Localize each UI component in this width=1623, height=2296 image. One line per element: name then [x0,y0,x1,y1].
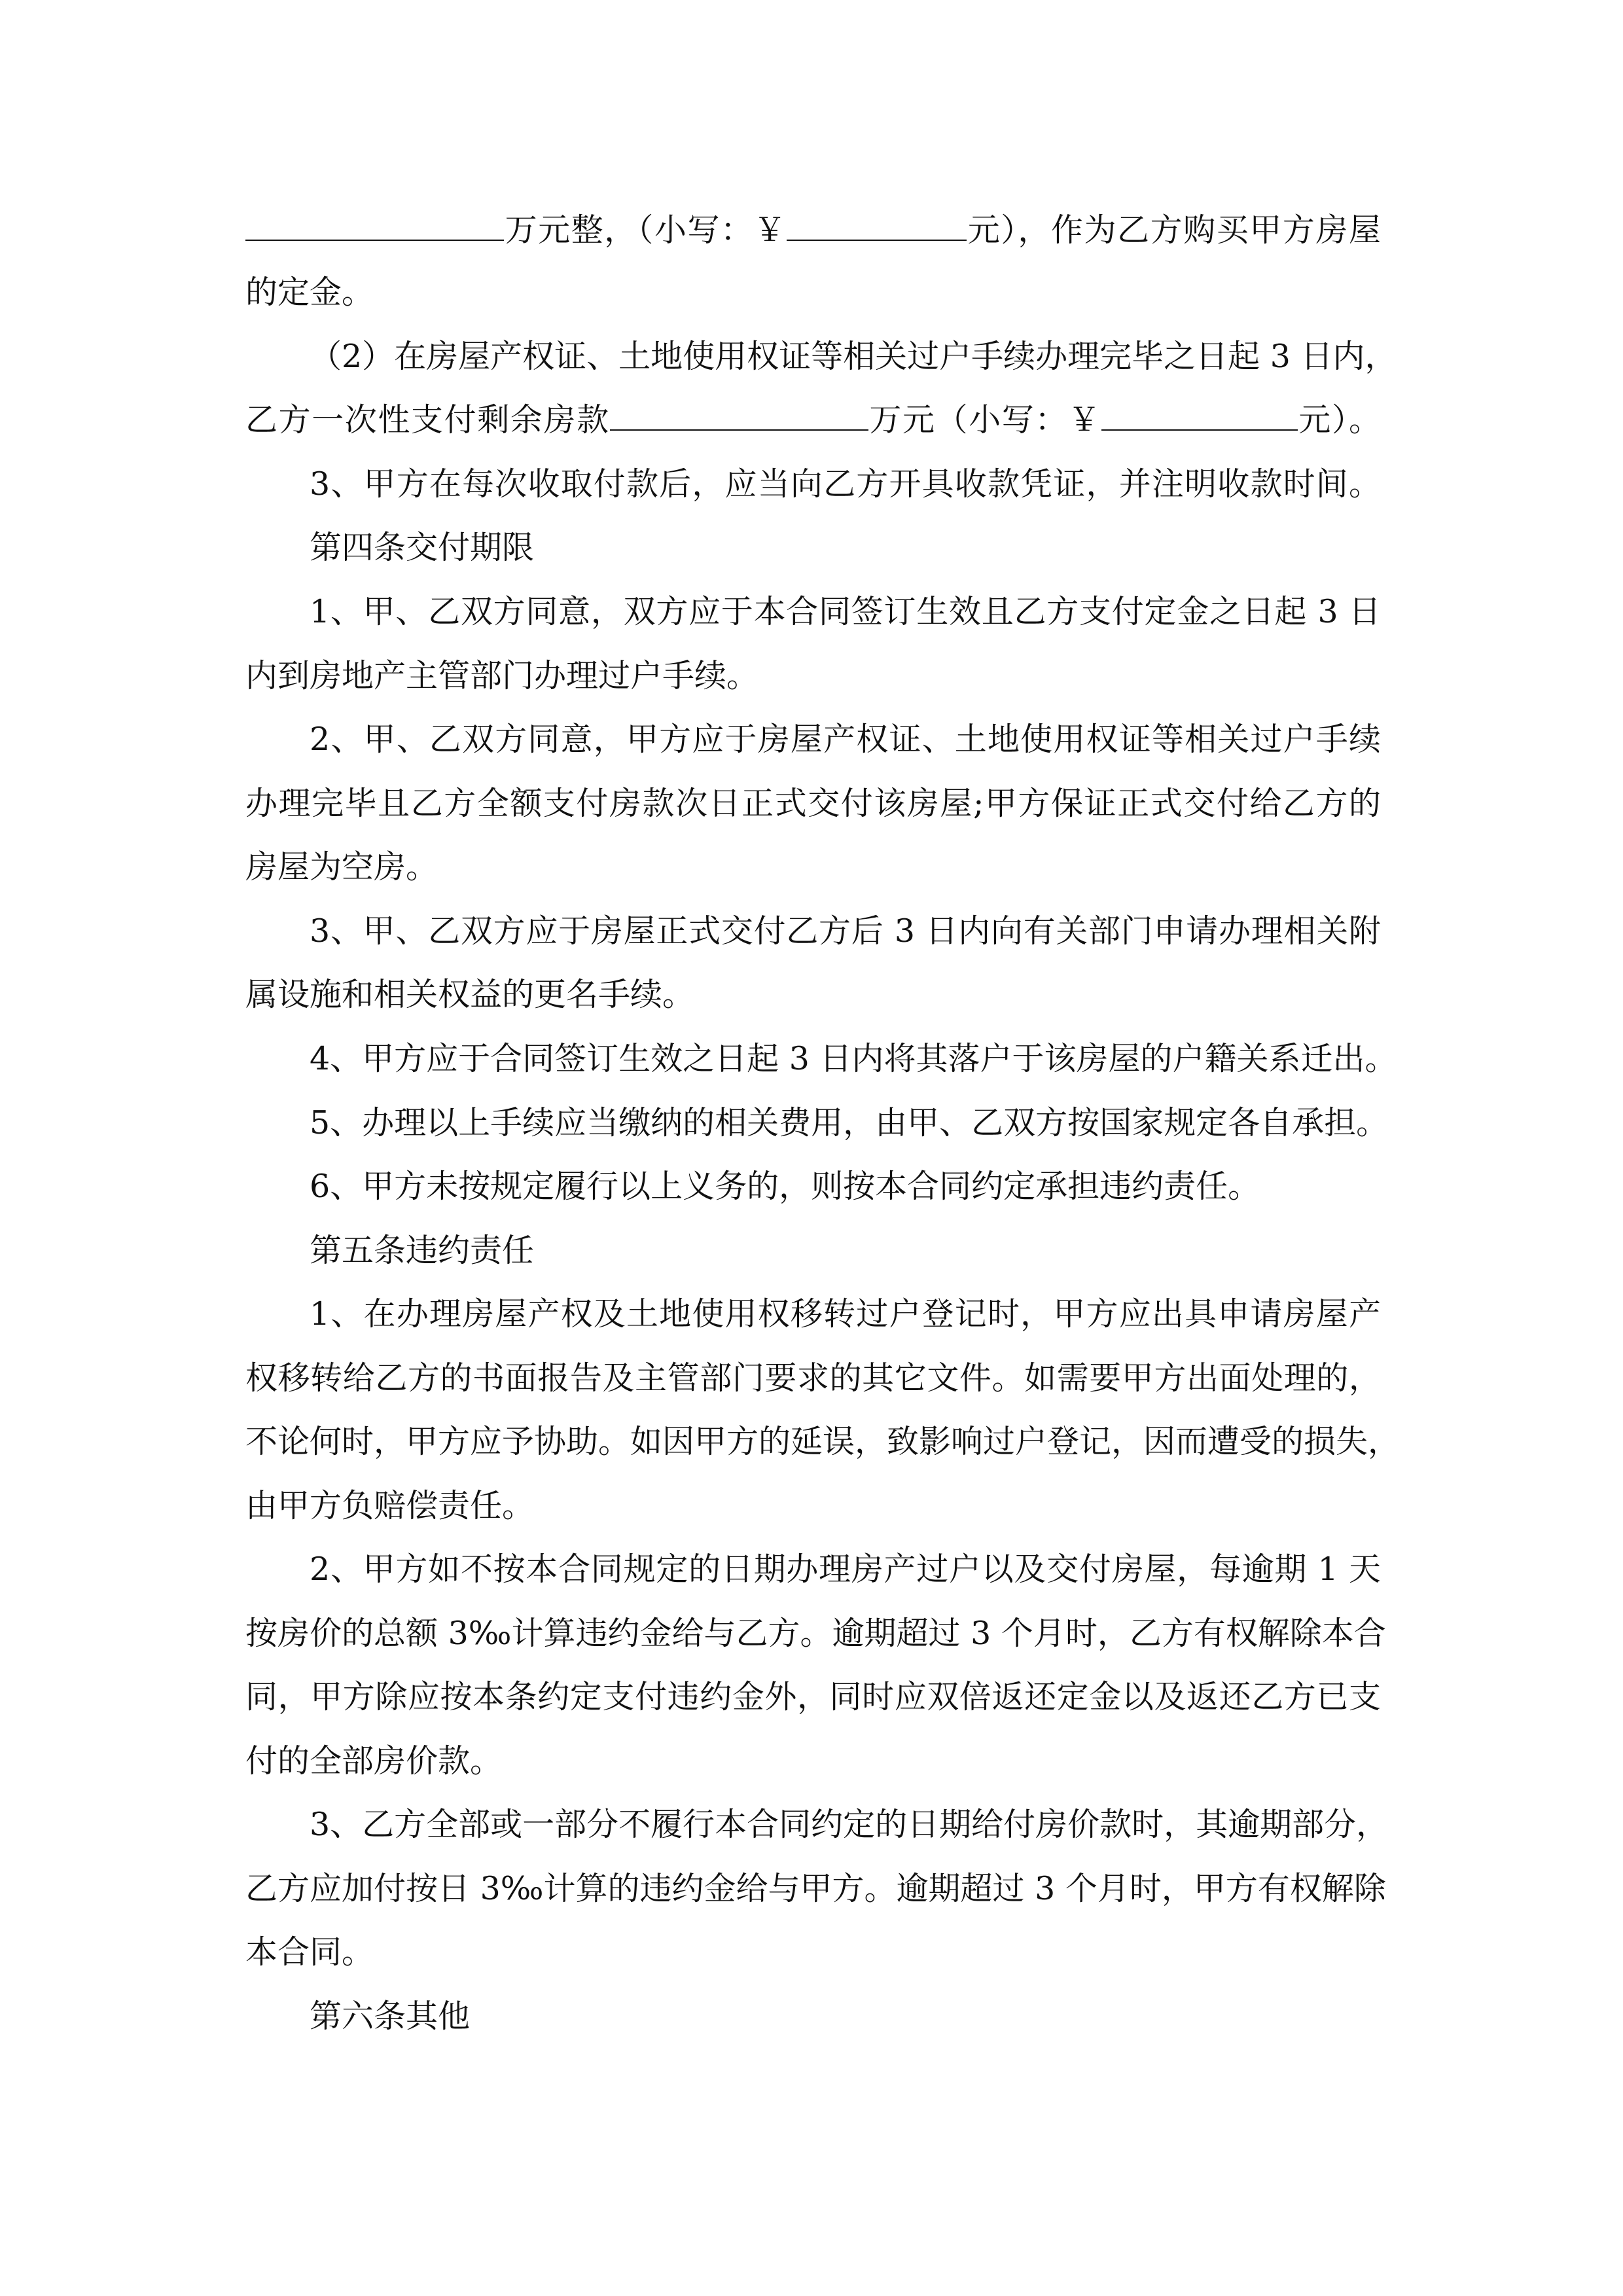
text-segment: 万元（小写：￥ [868,401,1101,439]
paragraph-line: 6、甲方未按规定履行以上义务的，则按本合同约定承担违约责任。 [310,1168,1260,1205]
paragraph-line: 3、甲方在每次收取付款后，应当向乙方开具收款凭证，并注明收款时间。 [310,465,1381,503]
paragraph-line: 1、在办理房屋产权及土地使用权移转过户登记时，甲方应出具申请房屋产 [310,1295,1381,1333]
text-segment: 乙方一次性支付剩余房款 [245,401,610,439]
paragraph-line: 5、办理以上手续应当缴纳的相关费用，由甲、乙双方按国家规定各自承担。 [310,1104,1389,1141]
article-6-heading: 第六条其他 [310,1998,471,2035]
text-segment: 万元整，（小写：￥ [504,211,787,249]
paragraph-line: 4、甲方应于合同签订生效之日起 3 日内将其落户于该房屋的户籍关系迁出。 [310,1040,1397,1077]
deposit-digits-blank [787,211,967,241]
paragraph-line: 权移转给乙方的书面报告及主管部门要求的其它文件。如需要甲方出面处理的， [245,1359,1381,1397]
paragraph-line: 由甲方负赔偿责任。 [245,1487,535,1524]
paragraph-line: 付的全部房价款。 [245,1742,503,1780]
paragraph-line: 办理完毕且乙方全额支付房款次日正式交付该房屋;甲方保证正式交付给乙方的 [245,785,1381,822]
paragraph-line: 属设施和相关权益的更名手续。 [245,976,695,1013]
paragraph-line: 的定金。 [245,274,374,311]
paragraph-line: 3、甲、乙双方应于房屋正式交付乙方后 3 日内向有关部门申请办理相关附 [310,912,1381,950]
paragraph-line: 3、乙方全部或一部分不履行本合同约定的日期给付房价款时，其逾期部分， [310,1806,1389,1843]
remaining-digits-blank [1101,401,1298,431]
paragraph-line: 按房价的总额 3‰计算违约金给与乙方。逾期超过 3 个月时，乙方有权解除本合 [245,1615,1386,1652]
paragraph-line: 2、甲、乙双方同意，甲方应于房屋产权证、土地使用权证等相关过户手续 [310,721,1381,758]
paragraph-line: 内到房地产主管部门办理过户手续。 [245,657,759,694]
paragraph-line: 乙方应加付按日 3‰计算的违约金给与甲方。逾期超过 3 个月时，甲方有权解除 [245,1870,1386,1907]
text-segment: 元），作为乙方购买甲方房屋 [967,211,1381,249]
article-5-heading: 第五条违约责任 [310,1232,535,1269]
paragraph-line: （2）在房屋产权证、土地使用权证等相关过户手续办理完毕之日起 3 日内， [310,338,1397,375]
paragraph-line: 不论何时，甲方应予协助。如因甲方的延误，致影响过户登记，因而遭受的损失， [245,1423,1400,1460]
paragraph-line: 同，甲方除应按本条约定支付违约金外，同时应双倍返还定金以及返还乙方已支 [245,1678,1381,1715]
paragraph-line: 2、甲方如不按本合同规定的日期办理房产过户以及交付房屋，每逾期 1 天 [310,1551,1381,1588]
paragraph-line: 1、甲、乙双方同意，双方应于本合同签订生效且乙方支付定金之日起 3 日 [310,593,1381,630]
deposit-amount-blank [245,211,504,241]
remaining-amount-blank [610,401,868,431]
paragraph-line: 房屋为空房。 [245,848,438,886]
text-segment: 元）。 [1297,401,1381,439]
article-4-heading: 第四条交付期限 [310,529,535,566]
payment-deposit-line [245,211,1381,250]
paragraph-line: 本合同。 [245,1933,374,1971]
remaining-payment-line [245,401,1381,440]
